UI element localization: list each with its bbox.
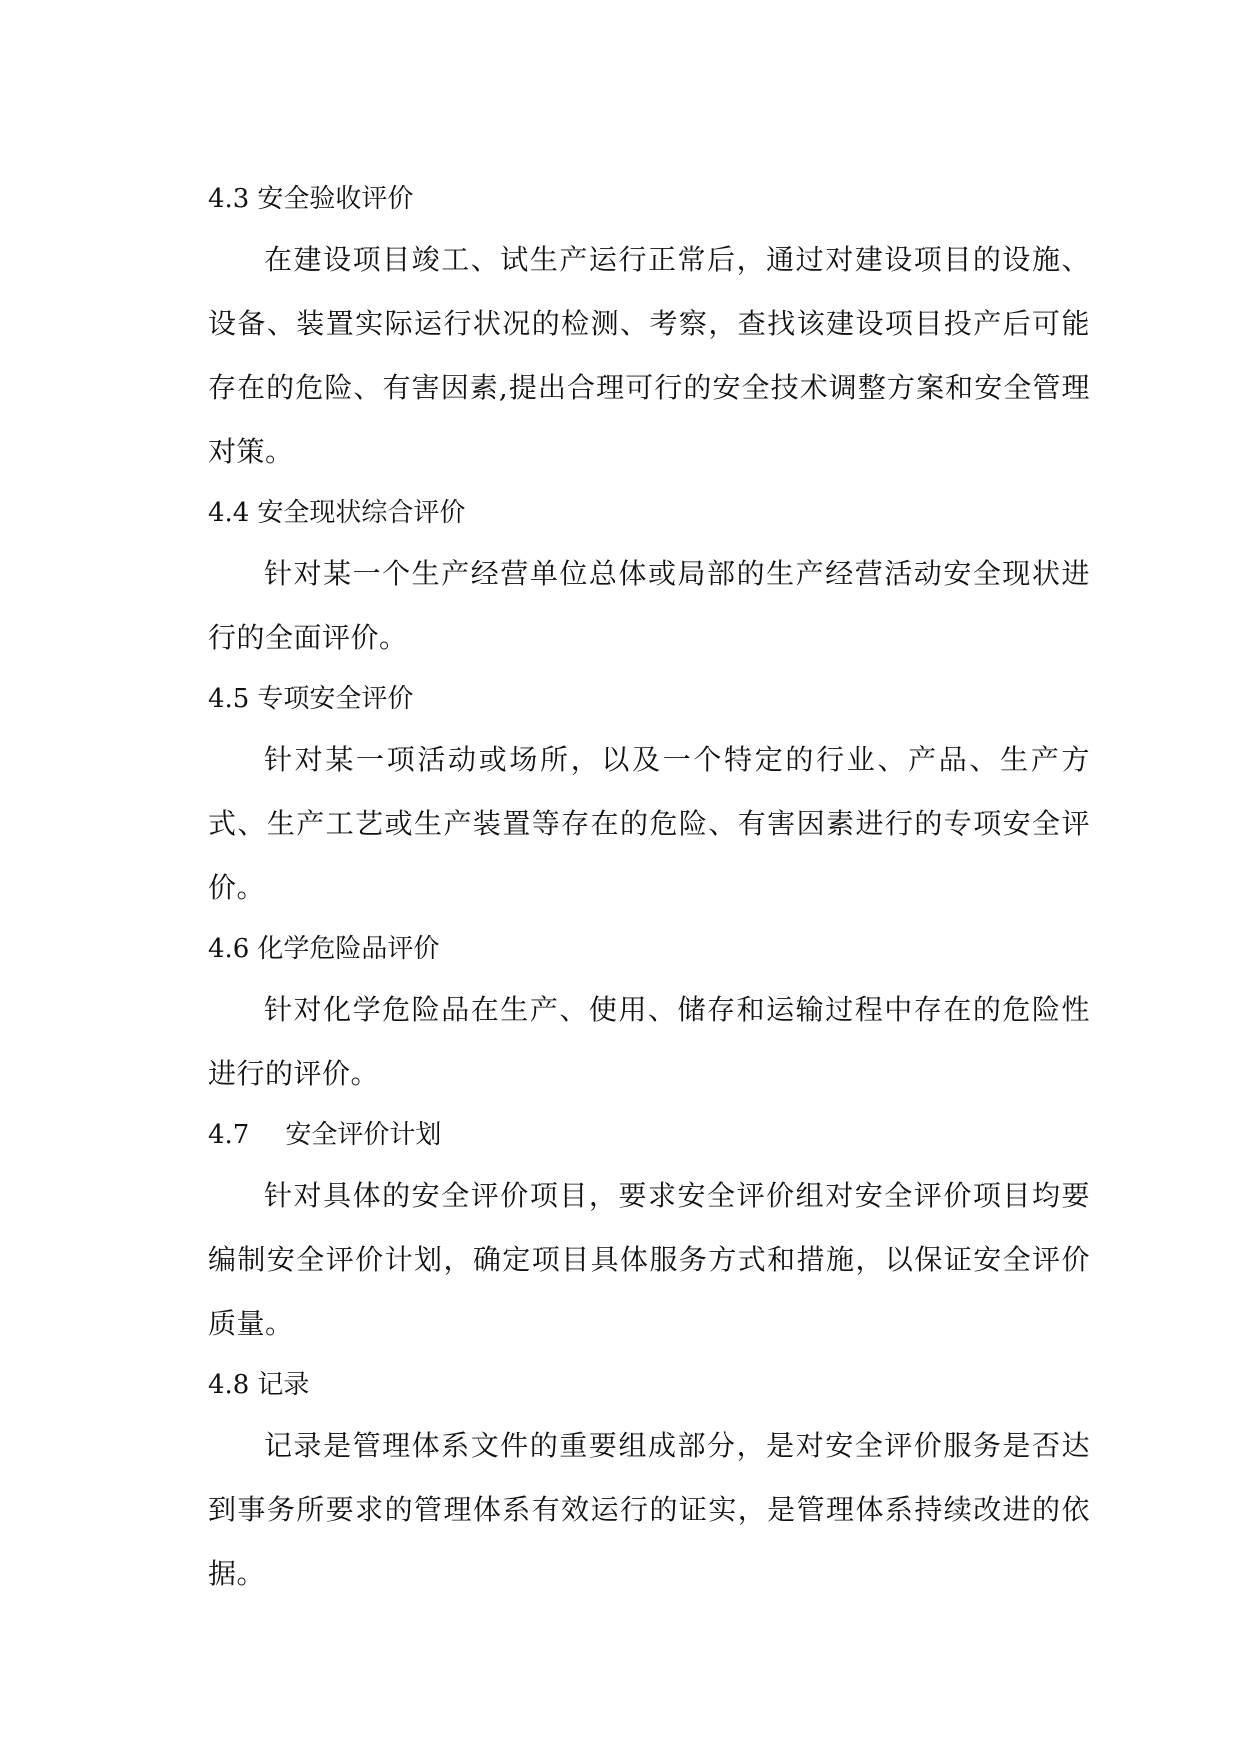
section-number: 4.4 [208, 498, 250, 528]
section-title: 专项安全评价 [257, 684, 414, 714]
section-title: 记录 [257, 1370, 310, 1400]
body-line: 质量。 [208, 1307, 294, 1340]
section-heading [208, 170, 1090, 228]
body-line: 在建设项目竣工、试生产运行正常后，通过对建设项目的设施、 [264, 243, 1090, 276]
section-4-7 [208, 1106, 1090, 1356]
section-number: 4.3 [208, 184, 250, 214]
section-4-4 [208, 484, 1090, 670]
document-page [208, 170, 1090, 1606]
body-line: 针对某一个生产经营单位总体或局部的生产经营活动安全现状进 [264, 557, 1090, 590]
body-line: 设备、装置实际运行状况的检测、考察，查找该建设项目投产后可能 [208, 307, 1090, 340]
section-body [208, 728, 1090, 920]
body-line: 对策。 [208, 435, 294, 468]
body-line: 进行的评价。 [208, 1057, 380, 1090]
body-line: 行的全面评价。 [208, 621, 408, 654]
section-heading [208, 670, 1090, 728]
section-4-5 [208, 670, 1090, 920]
body-line: 针对某一项活动或场所，以及一个特定的行业、产品、生产方式、 [208, 743, 1090, 840]
section-body [208, 978, 1090, 1106]
body-line: 到事务所要求的管理体系有效运行的证实，是管理体系持续改进的依 [208, 1493, 1090, 1526]
section-title: 安全现状综合评价 [257, 498, 466, 528]
section-4-6 [208, 920, 1090, 1106]
section-title: 安全验收评价 [257, 184, 414, 214]
body-line: 记录是管理体系文件的重要组成部分，是对安全评价服务是否达 [264, 1429, 1090, 1462]
section-body [208, 1414, 1090, 1606]
section-number: 4.6 [208, 934, 250, 964]
body-line: 生产工艺或生产装置等存在的危险、有害因素进行的专项安全评价。 [208, 807, 1090, 904]
section-number: 4.8 [208, 1370, 250, 1400]
section-body [208, 228, 1090, 484]
section-body [208, 1164, 1090, 1356]
section-4-8 [208, 1356, 1090, 1606]
section-heading [208, 484, 1090, 542]
body-line: 针对具体的安全评价项目，要求安全评价组对安全评价项目均要 [264, 1179, 1090, 1212]
section-number: 4.5 [208, 684, 250, 714]
body-line: 存在的危险、有害因素,提出合理可行的安全技术调整方案和安全管理 [208, 371, 1090, 404]
section-title: 安全评价计划 [285, 1120, 442, 1150]
section-body [208, 542, 1090, 670]
section-heading [208, 1356, 1090, 1414]
section-heading [208, 920, 1090, 978]
body-line: 针对化学危险品在生产、使用、储存和运输过程中存在的危险性 [264, 993, 1090, 1026]
section-4-3 [208, 170, 1090, 484]
section-number: 4.7 [208, 1120, 250, 1150]
body-line: 编制安全评价计划，确定项目具体服务方式和措施，以保证安全评价 [208, 1243, 1090, 1276]
body-line: 据。 [208, 1557, 266, 1590]
section-title: 化学危险品评价 [257, 934, 440, 964]
section-heading [208, 1106, 1090, 1164]
